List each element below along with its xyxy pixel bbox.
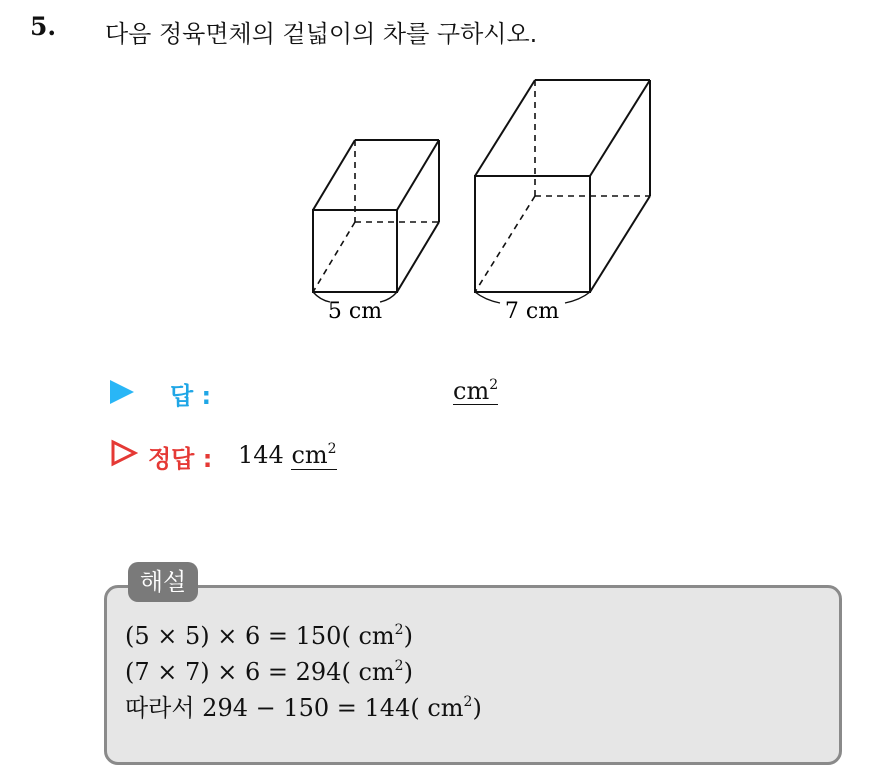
play-icon: [110, 380, 134, 404]
outline-play-icon: [110, 439, 138, 467]
answer-row: [108, 372, 528, 412]
explanation-close: ): [403, 622, 413, 650]
correct-answer-unit-exp: 2: [327, 441, 337, 457]
explanation-close: ): [403, 658, 413, 686]
explanation-expr: (7 × 7) × 6 = 294( cm: [125, 658, 395, 686]
explanation-title: 해설: [128, 562, 198, 602]
large-cube: [475, 80, 650, 292]
question-number: 5.: [30, 12, 57, 41]
correct-answer-unit: [291, 441, 336, 470]
answer-label: 답 :: [170, 382, 212, 410]
explanation-expr: 따라서 294 − 150 = 144( cm: [125, 694, 464, 722]
explanation-exp: 2: [463, 694, 473, 710]
large-cube-brace: [475, 292, 500, 303]
explanation-line: [125, 690, 482, 726]
answer-unit-text: cm: [453, 377, 490, 405]
explanation-exp: 2: [394, 658, 404, 674]
correct-answer-value: 144: [238, 441, 284, 469]
cube-figure: [300, 70, 680, 330]
correct-answer-unit-text: cm: [291, 441, 328, 469]
explanation-line: [125, 654, 482, 690]
correct-answer-label: 정답 :: [148, 445, 213, 473]
correct-answer-row: [108, 435, 528, 475]
explanation-line: [125, 618, 482, 654]
small-cube: [313, 140, 439, 292]
explanation-expr: (5 × 5) × 6 = 150( cm: [125, 622, 395, 650]
explanation-close: ): [472, 694, 482, 722]
explanation-lines: [125, 618, 482, 726]
question-text: 다음 정육면체의 겉넓이의 차를 구하시오.: [105, 20, 538, 48]
answer-unit: [453, 378, 498, 405]
large-cube-label: 7 cm: [504, 299, 560, 324]
answer-unit-exp: 2: [489, 377, 499, 393]
explanation-exp: 2: [394, 622, 404, 638]
correct-answer-value-group: [238, 441, 337, 469]
small-cube-label: 5 cm: [327, 299, 383, 324]
